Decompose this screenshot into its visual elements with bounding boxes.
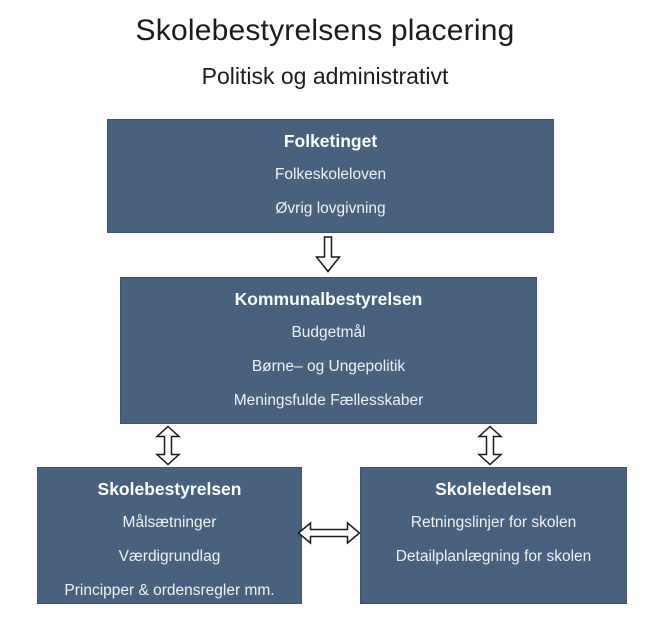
box-skolebestyrelsen-line: Principper & ordensregler mm. bbox=[64, 582, 275, 599]
box-skoleledelsen-title: Skoleledelsen bbox=[435, 479, 552, 499]
box-skolebestyrelsen bbox=[37, 467, 302, 604]
box-skoleledelsen-line: Retningslinjer for skolen bbox=[410, 514, 577, 531]
box-kommunalbestyrelsen-title: Kommunalbestyrelsen bbox=[234, 289, 423, 309]
box-skolebestyrelsen-line: Målsætninger bbox=[122, 514, 217, 531]
down-arrow-icon bbox=[315, 236, 341, 273]
box-folketinget-title: Folketinget bbox=[283, 131, 378, 151]
box-skoleledelsen-line: Detailplanlægning for skolen bbox=[395, 548, 592, 565]
box-skolebestyrelsen-line: Værdigrundlag bbox=[118, 548, 221, 565]
box-skolebestyrelsen-title: Skolebestyrelsen bbox=[97, 479, 242, 499]
box-kommunalbestyrelsen bbox=[120, 277, 537, 424]
box-folketinget bbox=[107, 119, 554, 233]
double-horizontal-arrow-icon bbox=[297, 521, 361, 545]
page-title: Skolebestyrelsens placering bbox=[135, 14, 515, 47]
box-kommunalbestyrelsen-line: Meningsfulde Fællesskaber bbox=[233, 392, 424, 409]
double-vertical-arrow-icon bbox=[477, 425, 503, 466]
box-skoleledelsen bbox=[360, 467, 627, 604]
box-kommunalbestyrelsen-line: Budgetmål bbox=[291, 324, 366, 341]
box-folketinget-line: Folkeskoleloven bbox=[274, 166, 387, 183]
box-kommunalbestyrelsen-line: Børne– og Ungepolitik bbox=[251, 358, 406, 375]
page-subtitle: Politisk og administrativt bbox=[201, 63, 449, 89]
box-folketinget-line: Øvrig lovgivning bbox=[275, 200, 386, 217]
double-vertical-arrow-icon bbox=[155, 425, 181, 466]
